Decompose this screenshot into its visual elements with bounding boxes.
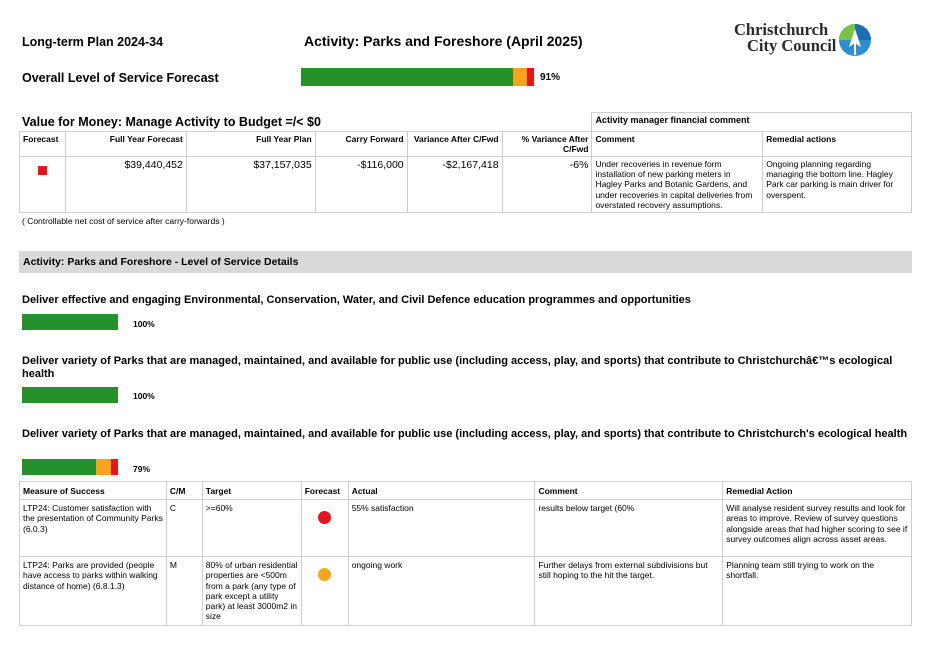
financial-table [19, 112, 912, 213]
council-logo [733, 22, 883, 58]
bar-segment-3 [527, 68, 534, 86]
overall-forecast-label: Overall Level of Service Forecast [22, 71, 219, 85]
objective-progress-bar-2 [22, 387, 118, 403]
cost-note: ( Controllable net cost of service after carry-forwards ) [22, 216, 225, 226]
col-carry-forward: Carry Forward [315, 132, 407, 157]
overall-progress-bar [301, 68, 534, 86]
objective-bar-segments-3 [22, 459, 118, 475]
col-pct-variance: % Variance After C/Fwd [502, 132, 592, 157]
overall-percent: 91% [540, 72, 561, 83]
overall-bar-segments [301, 68, 534, 86]
objective-title-3: Deliver variety of Parks that are managed, maintained, and available for public use (including access, play, and sports) that contribute to Christchurch's ecological health [22, 428, 908, 440]
forecast-cell [301, 557, 348, 626]
col-target: Target [202, 482, 301, 500]
value-for-money-title: Value for Money: Manage Activity to Budget =/< $0 [22, 115, 321, 129]
actual-cell: ongoing work [348, 557, 535, 626]
variance-value: -$2,167,418 [407, 157, 502, 213]
plan-title: Long-term Plan 2024-34 [22, 35, 164, 49]
measure-cell: LTP24: Customer satisfaction with the presentation of Community Parks (6.0.3) [20, 500, 167, 557]
comment-cell: Further delays from external subdivisions but still hoping to the hit the target. [535, 557, 723, 626]
financial-comment: Under recoveries in revenue form installation of new parking meters in Hagley Parks and Botanic Gardens, and under recoveries in capital deliveries from overstated recovery assumptions. [592, 157, 763, 213]
forecast-status-dot [318, 568, 331, 581]
col-forecast: Forecast [301, 482, 348, 500]
measure-cell: LTP24: Parks are provided (people have access to parks within walking distance of home) (6.8.1.3) [20, 557, 167, 626]
objective-title-1: Deliver effective and engaging Environmental, Conservation, Water, and Civil Defence education programmes and opportunities [22, 294, 691, 306]
objective-percent-1: 100% [133, 319, 155, 329]
col-full-year-forecast: Full Year Forecast [65, 132, 186, 157]
table-row [20, 557, 912, 626]
col-forecast: Forecast [20, 132, 66, 157]
objective-bar-segments-1 [22, 314, 118, 330]
bar-segment-1 [22, 314, 118, 330]
comment-cell: results below target (60% [535, 500, 723, 557]
objective-percent-2: 100% [133, 391, 155, 401]
remedial-cell: Planning team still trying to work on the shortfall. [723, 557, 912, 626]
table-row [20, 500, 912, 557]
col-comment: Comment [592, 132, 763, 157]
forecast-status-dot [318, 511, 331, 524]
objective-percent-3: 79% [133, 464, 151, 474]
section-header: Activity: Parks and Foreshore - Level of Service Details [19, 251, 912, 273]
objective-bar-segments-2 [22, 387, 118, 403]
target-cell: >=60% [202, 500, 301, 557]
col-cm: C/M [166, 482, 202, 500]
logo-line-2: City Council [747, 36, 837, 55]
forecast-cell [301, 500, 348, 557]
col-actual: Actual [348, 482, 535, 500]
council-emblem-icon [838, 23, 872, 57]
objective-progress-bar-3 [22, 459, 118, 475]
bar-segment-3 [111, 459, 118, 475]
full-year-plan-value: $37,157,035 [186, 157, 315, 213]
manager-comment-header: Activity manager financial comment [592, 113, 912, 132]
bar-segment-2 [513, 68, 527, 86]
full-year-forecast-value: $39,440,452 [65, 157, 186, 213]
carry-forward-value: -$116,000 [315, 157, 407, 213]
logo-line-1: Christchurch [734, 20, 829, 39]
col-remedial-action: Remedial Action [723, 482, 912, 500]
cm-cell: C [166, 500, 202, 557]
col-measure: Measure of Success [20, 482, 167, 500]
col-variance: Variance After C/Fwd [407, 132, 502, 157]
objective-title-2: Deliver variety of Parks that are managed, maintained, and available for public use (including access, play, and sports) that contribute to Christchurchâ€™s ecological health [22, 355, 893, 380]
activity-title: Activity: Parks and Foreshore (April 2025) [304, 33, 583, 49]
objective-progress-bar-1 [22, 314, 118, 330]
remedial-cell: Will analyse resident survey results and look for areas to improve. Review of survey questions alongside areas that had higher scoring to see if survey outcomes align across asset areas. [723, 500, 912, 557]
actual-cell: 55% satisfaction [348, 500, 535, 557]
bar-segment-1 [22, 387, 118, 403]
measures-table [19, 481, 912, 626]
bar-segment-1 [22, 459, 96, 475]
cm-cell: M [166, 557, 202, 626]
financial-remedial: Ongoing planning regarding managing the bottom line. Hagley Park car parking is main driver for overspent. [763, 157, 912, 213]
forecast-status-square [38, 166, 47, 175]
bar-segment-2 [96, 459, 111, 475]
col-remedial: Remedial actions [763, 132, 912, 157]
forecast-cell [20, 157, 66, 213]
col-comment: Comment [535, 482, 723, 500]
col-full-year-plan: Full Year Plan [186, 132, 315, 157]
bar-segment-1 [301, 68, 513, 86]
target-cell: 80% of urban residential properties are <500m from a park (any type of park except a utility park) at least 3000m2 in size [202, 557, 301, 626]
pct-variance-value: -6% [502, 157, 592, 213]
